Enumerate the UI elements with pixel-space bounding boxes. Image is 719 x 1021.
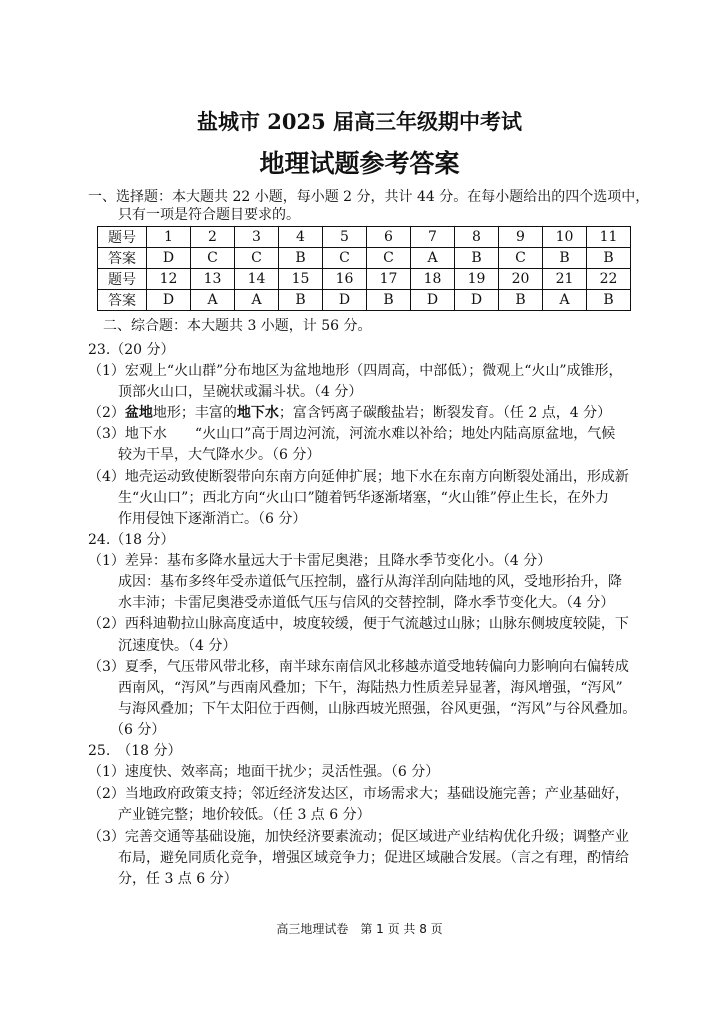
table-cell: B xyxy=(543,248,587,269)
table-cell: A xyxy=(543,290,587,311)
table-cell: B xyxy=(499,290,543,311)
table-cell: B xyxy=(367,290,411,311)
table-cell: 8 xyxy=(455,227,499,248)
table-cell: 20 xyxy=(499,269,543,290)
table-cell: 19 xyxy=(455,269,499,290)
table-cell: 7 xyxy=(411,227,455,248)
section1-heading: 一、选择题：本大题共 22 小题，每小题 2 分，共计 44 分。在每小题给出的四个选项中， xyxy=(88,189,650,205)
q23-p2-text-2: ；富含钙离子碳酸盐岩；断裂发育。（任 2 点，4 分） xyxy=(278,405,612,421)
table-cell: D xyxy=(455,290,499,311)
table-cell: D xyxy=(323,290,367,311)
q25-p3-line: 布局，避免同质化竞争，增强区域竞争力；促进区域融合发展。（言之有理，酌情给 xyxy=(118,850,629,866)
table-cell: 16 xyxy=(323,269,367,290)
q23-p2-bold-1: 盆地 xyxy=(124,405,153,421)
exam-title: 盐城市 2025 届高三年级期中考试 xyxy=(196,109,523,134)
q24-p3-line: （3）夏季，气压带风带北移，南半球东南信风北移越赤道受地转偏向力影响向右偏转成 xyxy=(88,659,629,675)
table-cell: 10 xyxy=(543,227,587,248)
row-header-cell: 答案 xyxy=(98,290,147,311)
table-cell: 18 xyxy=(411,269,455,290)
table-cell: 11 xyxy=(587,227,631,248)
q23-p2-line xyxy=(88,403,611,424)
table-cell: D xyxy=(147,290,191,311)
table-cell: B xyxy=(279,290,323,311)
table-cell: C xyxy=(191,248,235,269)
q24-p1-line: （1）差异：基布多降水量远大于卡雷尼奥港；且降水季节变化小。（4 分） xyxy=(88,553,552,569)
table-cell: 9 xyxy=(499,227,543,248)
q23-p4-line: 作用侵蚀下逐渐消亡。（6 分） xyxy=(118,511,307,527)
q23-heading: 23.（20 分） xyxy=(88,342,175,358)
q23-p3-line: 较为干旱，大气降水少。（6 分） xyxy=(118,447,321,463)
page-footer: 高三地理试卷 第 1 页 共 8 页 xyxy=(276,922,443,936)
table-cell: D xyxy=(147,248,191,269)
table-cell: C xyxy=(499,248,543,269)
q25-p2-line: （2）当地政府政策支持；邻近经济发达区，市场需求大；基础设施完善；产业基础好， xyxy=(88,786,629,802)
row-header-cell: 题号 xyxy=(98,269,147,290)
table-row xyxy=(98,227,631,248)
q23-p1-line: （1）宏观上“火山群”分布地区为盆地地形（四周高，中部低）；微观上“火山”成锥形， xyxy=(88,363,623,379)
table-cell: 12 xyxy=(147,269,191,290)
q23-p1-line: 顶部火山口，呈碗状或漏斗状。（4 分） xyxy=(118,384,363,400)
q24-p2-line: 沉速度快。（4 分） xyxy=(118,638,237,654)
table-cell: D xyxy=(411,290,455,311)
table-cell: 21 xyxy=(543,269,587,290)
table-cell: B xyxy=(587,290,631,311)
q23-p2-prefix: （2） xyxy=(88,405,125,421)
table-cell: 17 xyxy=(367,269,411,290)
table-cell: A xyxy=(411,248,455,269)
table-row xyxy=(98,269,631,290)
table-row xyxy=(98,290,631,311)
table-cell: B xyxy=(587,248,631,269)
q23-p4-line: （4）地壳运动致使断裂带向东南方向延伸扩展；地下水在东南方向断裂处涌出，形成新 xyxy=(88,469,629,485)
answer-table xyxy=(97,226,631,311)
q23-p4-line: 生“火山口”；西北方向“火山口”随着钙华逐渐堵塞，“火山锥”停止生长，在外力 xyxy=(118,490,609,506)
q24-p2-line: （2）西科迪勒拉山脉高度适中，坡度较缓，便于气流越过山脉；山脉东侧坡度较陡，下 xyxy=(88,616,629,632)
q25-p3-line: （3）完善交通等基础设施，加快经济要素流动；促区域进产业结构优化升级；调整产业 xyxy=(88,829,629,845)
table-cell: 5 xyxy=(323,227,367,248)
table-cell: 13 xyxy=(191,269,235,290)
table-cell: 2 xyxy=(191,227,235,248)
q25-heading: 25. （18 分） xyxy=(88,743,182,759)
table-cell: C xyxy=(323,248,367,269)
q24-p3-line: 与海风叠加；下午太阳位于西侧，山脉西坡光照强，谷风更强，“泻风”与谷风叠加。 xyxy=(118,701,637,717)
q24-p1-line: 水丰沛；卡雷尼奥港受赤道低气压与信风的交替控制，降水季节变化大。（4 分） xyxy=(118,595,615,611)
table-cell: 14 xyxy=(235,269,279,290)
q25-p2-line: 产业链完整；地价较低。（任 3 点 6 分） xyxy=(118,807,371,823)
table-cell: 1 xyxy=(147,227,191,248)
q23-p2-bold-2: 地下水 xyxy=(236,405,279,421)
table-cell: C xyxy=(235,248,279,269)
table-cell: 22 xyxy=(587,269,631,290)
document-subtitle: 地理试题参考答案 xyxy=(259,149,460,178)
q25-p3-line: 分，任 3 点 6 分） xyxy=(118,871,238,887)
table-cell: A xyxy=(191,290,235,311)
table-cell: 4 xyxy=(279,227,323,248)
q24-p3-line: 西南风，“泻风”与西南风叠加；下午，海陆热力性质差异显著，海风增强，“泻风” xyxy=(118,680,623,696)
q24-heading: 24.（18 分） xyxy=(88,532,175,548)
q23-p3-line: （3）地下水 “火山口”高于周边河流，河流水难以补给；地处内陆高原盆地，气候 xyxy=(88,426,616,442)
table-cell: B xyxy=(455,248,499,269)
table-cell: 3 xyxy=(235,227,279,248)
table-cell: 6 xyxy=(367,227,411,248)
table-cell: 15 xyxy=(279,269,323,290)
q23-p2-text-1: 地形；丰富的 xyxy=(152,405,237,421)
table-cell: A xyxy=(235,290,279,311)
table-cell: B xyxy=(279,248,323,269)
q24-p3-line: （6 分） xyxy=(110,722,166,738)
row-header-cell: 题号 xyxy=(98,227,147,248)
table-row xyxy=(98,248,631,269)
q25-p1-line: （1）速度快、效率高；地面干扰少；灵活性强。（6 分） xyxy=(88,764,440,780)
table-cell: C xyxy=(367,248,411,269)
row-header-cell: 答案 xyxy=(98,248,147,269)
section1-heading-cont: 只有一项是符合题目要求的。 xyxy=(118,207,300,223)
section2-heading: 二、综合题：本大题共 3 小题，计 56 分。 xyxy=(103,318,372,334)
q24-p1-line: 成因：基布多终年受赤道低气压控制，盛行从海洋刮向陆地的风，受地形抬升，降 xyxy=(118,574,622,590)
